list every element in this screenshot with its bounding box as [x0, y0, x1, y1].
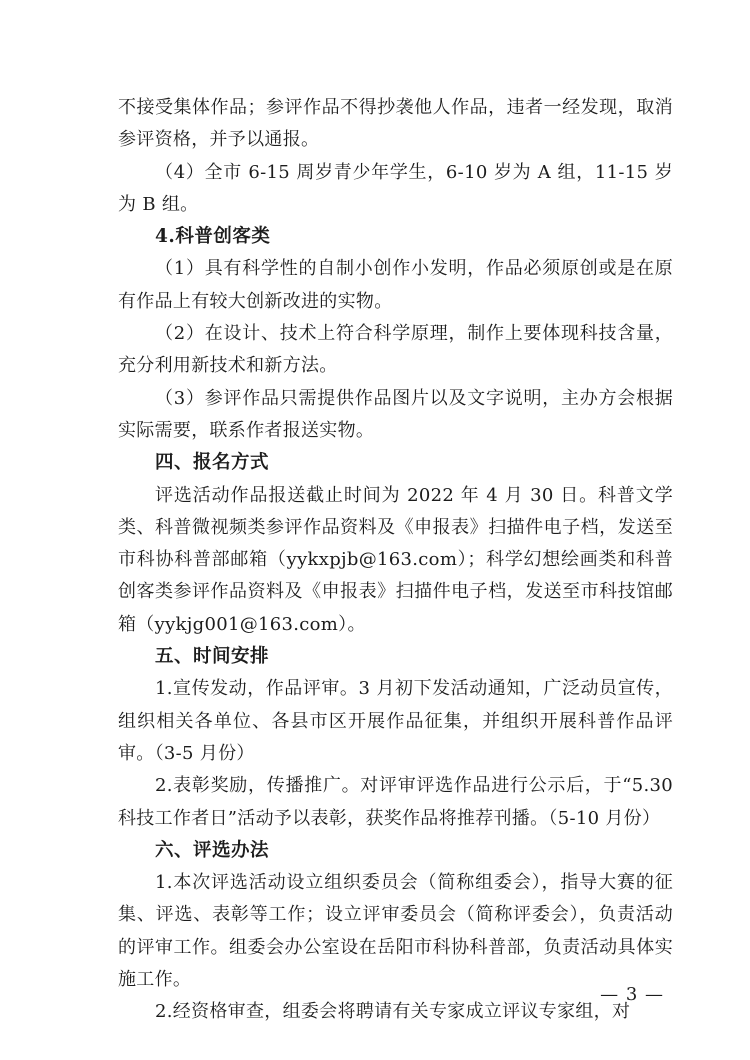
- paragraph-schedule-1: 1.宣传发动，作品评审。3 月初下发活动通知，广泛动员宣传，组织相关各单位、各县市区开展作品征集，并组织开展科普作品评审。（3-5 月份）: [118, 678, 673, 764]
- paragraph-evaluation-2: 2.经资格审查，组委会将聘请有关专家成立评议专家组，对: [155, 1001, 631, 1023]
- paragraph-registration: 评选活动作品报送截止时间为 2022 年 4 月 30 日。科普文学类、科普微视频类参评作品资料及《申报表》扫描件电子档，发送至市科协科普部邮箱（yykxpjb@163.com）；科学幻想绘画类和科普创客类参评作品资料及《申报表》扫描件电子档，发送至市科技馆邮箱（yykjg001@163.com）。: [118, 484, 673, 635]
- heading-schedule: 五、时间安排: [155, 646, 270, 668]
- document-body: [118, 92, 673, 1029]
- subheading-maker-category: 4.科普创客类: [155, 226, 271, 248]
- paragraph-maker-rule-1: （1）具有科学性的自制小创作小发明，作品必须原创或是在原有作品上有较大创新改进的实物。: [118, 258, 673, 312]
- paragraph-maker-rule-3: （3）参评作品只需提供作品图片以及文字说明，主办方会根据实际需要，联系作者报送实物。: [118, 387, 673, 441]
- paragraph-evaluation-1: 1.本次评选活动设立组织委员会（简称组委会），指导大赛的征集、评选、表彰等工作；设立评审委员会（简称评委会），负责活动的评审工作。组委会办公室设在岳阳市科协科普部，负责活动具体实施工作。: [118, 872, 673, 991]
- heading-registration: 四、报名方式: [155, 452, 270, 474]
- page-number: — 3 —: [600, 984, 664, 1005]
- heading-evaluation: 六、评选办法: [155, 839, 270, 861]
- paragraph-schedule-2: 2.表彰奖励，传播推广。对评审评选作品进行公示后，于“5.30 科技工作者日”活动予以表彰，获奖作品将推荐刊播。（5-10 月份）: [118, 775, 673, 829]
- paragraph-age-groups: （4）全市 6-15 周岁青少年学生，6-10 岁为 A 组，11-15 岁为 B 组。: [118, 161, 673, 215]
- paragraph-maker-rule-2: （2）在设计、技术上符合科学原理，制作上要体现科技含量，充分利用新技术和新方法。: [118, 323, 673, 377]
- paragraph-collective-works: 不接受集体作品；参评作品不得抄袭他人作品，违者一经发现，取消参评资格，并予以通报。: [118, 97, 673, 151]
